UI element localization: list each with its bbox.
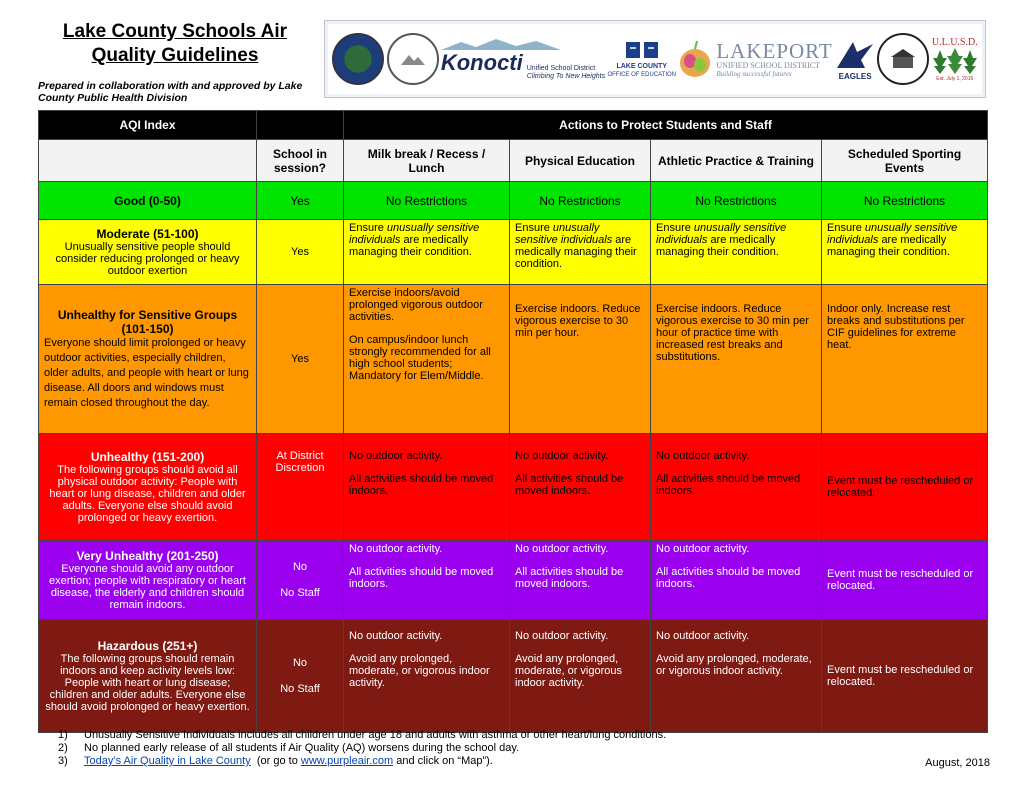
athletic-unhealthy-sensitive: Exercise indoors. Reduce vigorous exercise to 30 min per hour of practice time with increased rest breaks and substitutions. xyxy=(651,285,822,434)
trees-icon xyxy=(932,48,978,76)
header-spacer xyxy=(257,111,344,140)
session-good: Yes xyxy=(257,182,344,220)
school-seal-logo xyxy=(387,33,439,85)
col-header-physical-education: Physical Education xyxy=(510,140,651,182)
sporting-hazardous: Event must be rescheduled or relocated. xyxy=(822,620,988,733)
aqi-hazardous: Hazardous (251+) The following groups should remain indoors and keep activity levels low: People with heart or lung disease; children and older adults. Everyone else should avoid prolonged or heavy exertion. xyxy=(39,620,257,733)
aqi-unhealthy: Unhealthy (151-200) The following groups should avoid all physical outdoor activity: People with heart or lung disease, children and older adults. Everyone else should avoid prolonged or heavy exertion. xyxy=(39,434,257,541)
document-title: Lake County Schools Air Quality Guidelines xyxy=(62,21,288,66)
pe-hazardous: No outdoor activity. Avoid any prolonged, moderate, or vigorous indoor activity. xyxy=(510,620,651,733)
athletic-hazardous: No outdoor activity. Avoid any prolonged, moderate, or vigorous indoor activity. xyxy=(651,620,822,733)
milk-unhealthy-sensitive: Exercise indoors/avoid prolonged vigorous outdoor activities. On campus/indoor lunch strongly recommended for all high school students; Mandatory for Elem/Middle. xyxy=(344,285,510,434)
milk-moderate: Ensure unusually sensitive individuals are medically managing their condition. xyxy=(344,220,510,285)
row-unhealthy xyxy=(39,434,988,541)
session-very-unhealthy: No No Staff xyxy=(257,541,344,620)
purpleair-link[interactable]: www.purpleair.com xyxy=(300,755,394,767)
pe-unhealthy-sensitive: Exercise indoors. Reduce vigorous exercise to 30 min per hour. xyxy=(510,285,651,434)
footnotes xyxy=(58,729,666,768)
athletic-moderate: Ensure unusually sensitive individuals are medically managing their condition. xyxy=(651,220,822,285)
sporting-unhealthy-sensitive: Indoor only. Increase rest breaks and substitutions per CIF guidelines for extreme heat. xyxy=(822,285,988,434)
mountain-icon xyxy=(441,38,561,50)
eagle-icon xyxy=(835,38,875,72)
apple-icon xyxy=(678,39,712,79)
prepared-note: Prepared in collaboration with and approved by Lake County Public Health Division xyxy=(38,80,303,104)
sporting-moderate: Ensure unusually sensitive individuals are medically managing their condition. xyxy=(822,220,988,285)
lake-county-office-logo: LAKE COUNTY OFFICE OF EDUCATION xyxy=(607,38,676,80)
aqi-guidelines-table xyxy=(38,110,988,733)
row-unhealthy-sensitive xyxy=(39,285,988,434)
milk-hazardous: No outdoor activity. Avoid any prolonged, moderate, or vigorous indoor activity. xyxy=(344,620,510,733)
footnote-3: 3) Today’s Air Quality in Lake County (or go to www.purpleair.com and click on “Map”). xyxy=(58,755,493,767)
blank-header-cell xyxy=(39,140,257,182)
session-unhealthy: At District Discretion xyxy=(257,434,344,541)
table-header-row xyxy=(39,111,988,140)
actions-header: Actions to Protect Students and Staff xyxy=(344,111,988,140)
milk-very-unhealthy: No outdoor activity. All activities should be moved indoors. xyxy=(344,541,510,620)
col-header-athletic-practice: Athletic Practice & Training xyxy=(651,140,822,182)
pe-good: No Restrictions xyxy=(510,182,651,220)
col-header-session: School in session? xyxy=(257,140,344,182)
athletic-unhealthy: No outdoor activity. All activities should be moved indoors. xyxy=(651,434,822,541)
district-logos-banner xyxy=(324,20,986,98)
sporting-good: No Restrictions xyxy=(822,182,988,220)
session-hazardous: No No Staff xyxy=(257,620,344,733)
row-very-unhealthy xyxy=(39,541,988,620)
footnote-1: 1) Unusually Sensitive Individuals includes all children under age 18 and adults with asthma or other heart/lung conditions. xyxy=(58,729,667,741)
col-header-milk-break: Milk break / Recess / Lunch xyxy=(344,140,510,182)
session-unhealthy-sensitive: Yes xyxy=(257,285,344,434)
county-seal-logo xyxy=(332,33,384,85)
column-header-row xyxy=(39,140,988,182)
document-date: August, 2018 xyxy=(925,757,990,769)
aqi-unhealthy-sensitive: Unhealthy for Sensitive Groups (101-150) Everyone should limit prolonged or heavy outdoor activities, especially children, older adults, and people with heart or lung disease. All doors and windows must remain closed throughout the day. xyxy=(39,285,257,434)
pe-moderate: Ensure unusually sensitive individuals are medically managing their condition. xyxy=(510,220,651,285)
aqi-index-header: AQI Index xyxy=(39,111,257,140)
footnote-2: 2) No planned early release of all students if Air Quality (AQ) worsens during the school day. xyxy=(58,742,520,754)
athletic-good: No Restrictions xyxy=(651,182,822,220)
aqi-very-unhealthy: Very Unhealthy (201-250) Everyone should avoid any outdoor exertion; people with respiratory or heart disease, the elderly and children should remain indoors. xyxy=(39,541,257,620)
row-moderate xyxy=(39,220,988,285)
konocti-logo: Konocti Unified School District Climbing To New Heights xyxy=(441,38,605,81)
session-moderate: Yes xyxy=(257,220,344,285)
aqi-moderate: Moderate (51-100) Unusually sensitive people should consider reducing prolonged or heavy outdoor exertion xyxy=(39,220,257,285)
pe-very-unhealthy: No outdoor activity. All activities should be moved indoors. xyxy=(510,541,651,620)
milk-good: No Restrictions xyxy=(344,182,510,220)
milk-unhealthy: No outdoor activity. All activities should be moved indoors. xyxy=(344,434,510,541)
middletown-seal-logo xyxy=(877,33,929,85)
sporting-unhealthy: Event must be rescheduled or relocated. xyxy=(822,434,988,541)
sporting-very-unhealthy: Event must be rescheduled or relocated. xyxy=(822,541,988,620)
lakeport-logo: LAKEPORT UNIFIED SCHOOL DISTRICT Building successful futures xyxy=(678,39,832,79)
pe-unhealthy: No outdoor activity. All activities should be moved indoors. xyxy=(510,434,651,541)
seal-icon xyxy=(877,33,929,85)
aqi-good: Good (0-50) xyxy=(39,182,257,220)
ulusd-logo: U.L.U.S.D. Est. July 1, 2016 xyxy=(931,36,978,82)
row-hazardous xyxy=(39,620,988,733)
seal-icon xyxy=(387,33,439,85)
col-header-sporting-events: Scheduled Sporting Events xyxy=(822,140,988,182)
book-icon xyxy=(624,38,660,62)
athletic-very-unhealthy: No outdoor activity. All activities should be moved indoors. xyxy=(651,541,822,620)
todays-air-quality-link[interactable]: Today’s Air Quality in Lake County xyxy=(84,755,251,767)
seal-icon xyxy=(332,33,384,85)
row-good xyxy=(39,182,988,220)
eagles-logo: EAGLES xyxy=(835,38,875,81)
